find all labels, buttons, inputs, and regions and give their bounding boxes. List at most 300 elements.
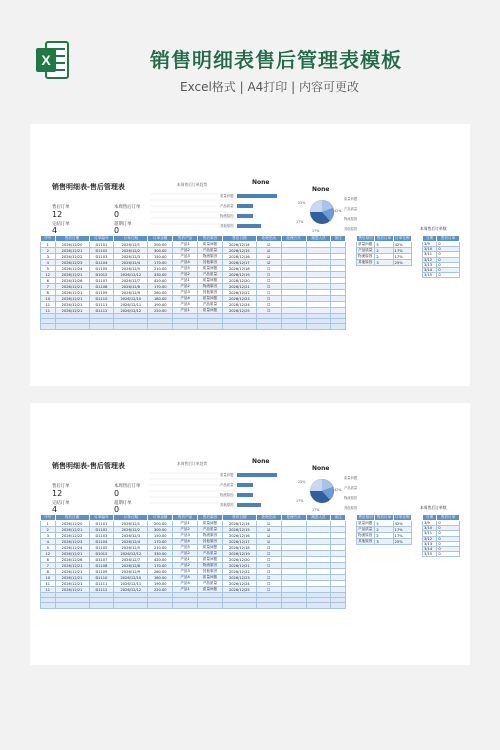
table-cell: 8 <box>41 569 56 575</box>
week-table-title: 本周售后订单数 <box>420 226 447 231</box>
table-cell: 0 <box>437 257 460 262</box>
table-cell: 产品3 <box>173 569 198 575</box>
kpi-value: 0 <box>114 505 120 514</box>
table-cell <box>256 603 281 608</box>
column-header: 处理方式 <box>281 515 306 521</box>
table-cell: 42% <box>393 242 411 248</box>
table-cell: D1102 <box>89 248 114 254</box>
table-cell: 330.00 <box>148 551 173 557</box>
week-table-title: 本周售后订单数 <box>420 505 447 510</box>
sheet-preview <box>30 403 470 665</box>
table-cell: 0 <box>437 242 460 247</box>
table-cell: D1112 <box>89 587 114 593</box>
table-cell: 210.00 <box>148 545 173 551</box>
table-cell: 2026/12/21 <box>55 272 89 278</box>
sheet-title: 销售明细表-售后管理表 <box>52 462 125 470</box>
kpi-label: 本周售后订单 <box>114 205 141 210</box>
page-title: 销售明细表售后管理表模板 <box>150 48 402 72</box>
column-header: 售后原因 <box>358 236 373 240</box>
kpi-label: 本周售后订单 <box>114 484 141 489</box>
table-cell: 17% <box>393 248 411 254</box>
table-cell: 产品5 <box>173 266 198 272</box>
table-cell: D1103 <box>89 533 114 539</box>
table-cell: 质量问题 <box>198 296 223 302</box>
bar-label: 质量问题 <box>220 473 234 477</box>
table-cell <box>331 324 346 329</box>
table-cell <box>41 603 56 608</box>
table-cell <box>281 603 306 608</box>
column-header: 售后日期 <box>222 236 256 242</box>
table-cell: 2026/12/7 <box>114 557 148 563</box>
table-cell <box>148 324 173 329</box>
bar-label: 产品质量 <box>220 204 234 208</box>
table-cell: 2026/12/21 <box>55 563 89 569</box>
table-cell: ☐ <box>256 551 281 557</box>
column-header: 订单金额 <box>148 236 173 242</box>
column-header: 序号 <box>41 236 56 242</box>
table-cell: 8 <box>41 290 56 296</box>
column-header: 跟进人员 <box>306 515 331 521</box>
column-header: 售后产品 <box>173 236 198 242</box>
legend-item: 产品质量 <box>344 207 358 211</box>
column-header: 备注 <box>331 515 346 521</box>
table-cell: 2026/12/17 <box>222 539 256 545</box>
table-cell: 物流原因 <box>357 533 375 539</box>
table-cell: 3 <box>375 260 393 266</box>
trend-chart-title: 本周售后订单趋势 <box>176 182 208 187</box>
kpi-label: 售后订单 <box>52 205 70 210</box>
table-cell: 6 <box>41 557 56 563</box>
column-header: 订单比例 <box>395 515 410 519</box>
table-cell: 产品3 <box>173 254 198 260</box>
table-cell: 2026/12/2 <box>114 527 148 533</box>
table-cell: ☑ <box>256 248 281 254</box>
kpi-value: 4 <box>52 226 58 235</box>
kpi-label: 完结订单 <box>52 501 70 506</box>
table-cell: D1012 <box>89 272 114 278</box>
table-cell: D1110 <box>89 296 114 302</box>
table-cell: 物流原因 <box>198 254 223 260</box>
table-cell: 产品2 <box>173 563 198 569</box>
table-cell: D1107 <box>89 557 114 563</box>
table-cell: D1109 <box>89 290 114 296</box>
week-orders-table <box>422 235 460 278</box>
table-cell: 220.00 <box>148 587 173 593</box>
table-cell: 7 <box>41 563 56 569</box>
bar <box>237 473 277 477</box>
table-cell: 其他原因 <box>357 260 375 266</box>
table-cell: 2026/12/9 <box>114 290 148 296</box>
table-cell: ☑ <box>256 533 281 539</box>
table-cell: 4 <box>41 539 56 545</box>
table-cell: 产品5 <box>173 581 198 587</box>
table-cell: 产品1 <box>173 587 198 593</box>
table-cell: 0 <box>437 546 460 551</box>
table-cell: 2026/12/3 <box>114 254 148 260</box>
table-cell: 产品1 <box>173 278 198 284</box>
table-cell: 3 <box>41 254 56 260</box>
bar-label: 其他原因 <box>220 224 234 228</box>
table-cell: 2026/12/12 <box>114 551 148 557</box>
table-cell: 2026/12/3 <box>114 533 148 539</box>
table-cell: 420.00 <box>148 278 173 284</box>
column-header: 订单编号 <box>89 515 114 521</box>
table-cell: 2026/12/1 <box>114 521 148 527</box>
table-cell: 2026/12/21 <box>55 248 89 254</box>
bar-label: 其他原因 <box>220 503 234 507</box>
kpi-value: 4 <box>52 505 58 514</box>
table-cell: 0 <box>437 531 460 536</box>
table-cell: 190.00 <box>148 302 173 308</box>
table-cell: 170.00 <box>148 260 173 266</box>
table-cell: 4 <box>41 260 56 266</box>
table-cell: 2026/12/10 <box>114 575 148 581</box>
sheet-title: 销售明细表-售后管理表 <box>52 183 125 191</box>
table-cell: 产品质量 <box>198 272 223 278</box>
table-cell <box>198 324 223 329</box>
table-cell: 产品1 <box>173 557 198 563</box>
table-cell: 产品4 <box>173 575 198 581</box>
column-header: 售后订单 <box>376 236 392 240</box>
table-cell: 3/11 <box>423 252 437 257</box>
table-cell: 2026/12/4 <box>114 260 148 266</box>
table-cell: 3/12 <box>423 257 437 262</box>
table-cell: 180.00 <box>148 575 173 581</box>
table-cell: 2026/12/10 <box>114 296 148 302</box>
table-cell: ☑ <box>256 242 281 248</box>
table-cell: 11 <box>41 308 56 314</box>
table-cell: 3/13 <box>423 541 437 546</box>
legend-item: 其他原因 <box>344 227 358 231</box>
table-cell: 2026/12/20 <box>222 557 256 563</box>
bar <box>237 204 253 208</box>
table-cell: D1105 <box>89 545 114 551</box>
table-cell: 质量问题 <box>357 242 375 248</box>
kpi-value: 12 <box>52 210 63 219</box>
column-header: 订单金额 <box>148 515 173 521</box>
column-header: 日期 <box>423 236 437 242</box>
table-cell: 其他原因 <box>198 569 223 575</box>
table-cell: 300.00 <box>148 248 173 254</box>
header <box>0 0 500 118</box>
pie-pct: 25% <box>298 480 306 484</box>
table-cell: 产品4 <box>173 260 198 266</box>
table-cell: 3/9 <box>423 242 437 247</box>
table-cell: 2026/12/12 <box>114 272 148 278</box>
table-cell: ☐ <box>256 284 281 290</box>
table-cell: ☑ <box>256 260 281 266</box>
column-header: 售后日期 <box>55 515 89 521</box>
kpi-label: 售后订单 <box>52 484 70 489</box>
table-cell: 3/13 <box>423 262 437 267</box>
table-cell: 质量问题 <box>198 521 223 527</box>
table-cell: 产品3 <box>173 533 198 539</box>
table-cell: 其他原因 <box>198 260 223 266</box>
table-cell <box>306 324 331 329</box>
table-cell: 2026/12/25 <box>222 587 256 593</box>
table-cell: 2026/12/26 <box>55 557 89 563</box>
table-cell: 2026/12/5 <box>114 545 148 551</box>
table-cell: 2026/12/23 <box>222 296 256 302</box>
column-header: 处理方式 <box>281 236 306 242</box>
preview-card-2 <box>30 403 470 665</box>
table-cell: 2026/12/24 <box>55 545 89 551</box>
table-cell: 3/15 <box>423 552 437 557</box>
table-cell: D1102 <box>89 527 114 533</box>
table-cell: 190.00 <box>148 581 173 587</box>
none-label: None <box>312 465 330 472</box>
table-cell: 11 <box>41 587 56 593</box>
table-cell: 产品2 <box>173 272 198 278</box>
table-cell: 2026/12/16 <box>222 533 256 539</box>
table-cell: 2026/12/18 <box>222 266 256 272</box>
empty-row <box>41 603 346 608</box>
bar <box>237 483 253 487</box>
table-cell: 2026/12/8 <box>114 563 148 569</box>
table-cell: 2026/12/21 <box>55 296 89 302</box>
table-row <box>423 552 460 557</box>
sheet-preview <box>30 124 470 386</box>
table-cell: 2026/12/2 <box>114 248 148 254</box>
table-cell <box>331 603 346 608</box>
table-cell: ☐ <box>256 587 281 593</box>
table-cell: 150.00 <box>148 533 173 539</box>
reason-summary-table <box>356 514 412 545</box>
table-cell: 物流原因 <box>198 284 223 290</box>
table-cell: 25% <box>393 260 411 266</box>
table-cell: 2026/12/24 <box>222 581 256 587</box>
pie-pct: 17% <box>312 229 320 233</box>
trend-chart-title: 本周售后订单趋势 <box>176 461 208 466</box>
table-cell: 1 <box>41 521 56 527</box>
table-cell: 3/12 <box>423 536 437 541</box>
table-cell: 5 <box>41 545 56 551</box>
table-cell: D1109 <box>89 569 114 575</box>
table-cell: 2026/12/20 <box>222 278 256 284</box>
table-cell <box>222 603 256 608</box>
table-cell <box>222 324 256 329</box>
table-cell: 物流原因 <box>357 254 375 260</box>
table-cell: 2026/12/26 <box>55 278 89 284</box>
bar <box>237 493 253 497</box>
table-cell: 产品5 <box>173 545 198 551</box>
table-cell: 0 <box>437 541 460 546</box>
table-cell: 7 <box>41 284 56 290</box>
legend-item: 物流原因 <box>344 217 358 221</box>
table-cell: 3 <box>41 533 56 539</box>
table-cell <box>55 324 89 329</box>
table-cell: 产品质量 <box>357 527 375 533</box>
column-header: 售后日期 <box>222 515 256 521</box>
table-cell: 质量问题 <box>198 587 223 593</box>
table-cell: 0 <box>437 521 460 526</box>
table-cell: ☑ <box>256 521 281 527</box>
table-cell: 质量问题 <box>198 278 223 284</box>
pie-pct: 17% <box>296 220 304 224</box>
table-cell: 2026/12/16 <box>222 254 256 260</box>
kpi-value: 0 <box>114 226 120 235</box>
table-cell: 42% <box>393 521 411 527</box>
table-cell: 2026/12/14 <box>222 521 256 527</box>
table-cell: 2026/12/21 <box>55 527 89 533</box>
table-cell: 2026/12/18 <box>222 545 256 551</box>
table-cell <box>173 603 198 608</box>
table-cell <box>41 324 56 329</box>
table-cell: 0 <box>437 267 460 272</box>
table-cell <box>173 324 198 329</box>
kpi-value: 12 <box>52 489 63 498</box>
table-cell: 3/14 <box>423 546 437 551</box>
table-cell: 2026/12/12 <box>114 587 148 593</box>
pie-pct: 42% <box>334 488 342 492</box>
table-cell: 11 <box>41 302 56 308</box>
legend-item: 质量问题 <box>344 197 358 201</box>
table-cell: 2026/12/23 <box>222 575 256 581</box>
bar-label: 物流原因 <box>220 493 234 497</box>
table-cell <box>89 324 114 329</box>
table-cell: 3/10 <box>423 247 437 252</box>
table-cell: ☑ <box>256 254 281 260</box>
table-cell: 3/9 <box>423 521 437 526</box>
table-cell: 3/14 <box>423 267 437 272</box>
table-cell: 2026/12/21 <box>55 587 89 593</box>
table-cell: 2026/12/15 <box>222 248 256 254</box>
table-cell: 12 <box>41 551 56 557</box>
table-cell: 产品4 <box>173 539 198 545</box>
legend-item: 其他原因 <box>344 506 358 510</box>
table-cell: 11 <box>41 581 56 587</box>
table-cell: 物流原因 <box>198 563 223 569</box>
table-cell: 2026/12/20 <box>55 242 89 248</box>
table-cell: D1108 <box>89 284 114 290</box>
table-cell: 0 <box>437 552 460 557</box>
table-cell: 25% <box>393 539 411 545</box>
table-cell: 2026/12/23 <box>55 260 89 266</box>
table-cell: ☐ <box>256 557 281 563</box>
table-cell: 0 <box>437 247 460 252</box>
pie-pct: 17% <box>312 508 320 512</box>
empty-row <box>41 324 346 329</box>
table-cell: 物流原因 <box>198 533 223 539</box>
aftersales-table <box>40 235 346 330</box>
column-header: 售后订单 <box>376 515 392 519</box>
table-cell: 3/11 <box>423 531 437 536</box>
column-header: 备注 <box>331 236 346 242</box>
table-cell: 2026/12/21 <box>55 569 89 575</box>
table-cell: 产品2 <box>173 248 198 254</box>
table-cell: 质量问题 <box>198 557 223 563</box>
table-cell <box>256 324 281 329</box>
table-cell: 2026/12/15 <box>222 527 256 533</box>
legend-item: 质量问题 <box>344 476 358 480</box>
table-cell: 产品1 <box>173 242 198 248</box>
table-cell: 2026/12/20 <box>55 521 89 527</box>
table-cell: 产品质量 <box>198 527 223 533</box>
table-cell: 产品质量 <box>198 302 223 308</box>
table-cell: 2 <box>375 533 393 539</box>
pie-pct: 25% <box>298 201 306 205</box>
week-orders-table <box>422 514 460 557</box>
table-cell: D1103 <box>89 254 114 260</box>
column-header: 订单编号 <box>89 236 114 242</box>
table-cell: 3/10 <box>423 526 437 531</box>
table-cell: ☐ <box>256 308 281 314</box>
column-header: 售后日期 <box>55 236 89 242</box>
table-cell: 200.00 <box>148 242 173 248</box>
bar <box>237 503 261 507</box>
table-cell: 170.00 <box>148 539 173 545</box>
kpi-value: 0 <box>114 489 120 498</box>
table-row <box>423 273 460 278</box>
table-row <box>357 260 412 266</box>
table-cell: D1112 <box>89 308 114 314</box>
page-subtitle: Excel格式 | A4打印 | 内容可更改 <box>180 80 359 94</box>
table-cell: 2026/12/22 <box>222 290 256 296</box>
table-cell: 170.00 <box>148 563 173 569</box>
column-header: 售后订单 <box>437 236 460 242</box>
table-cell: 产品质量 <box>357 248 375 254</box>
table-cell: 0 <box>437 526 460 531</box>
bar-label: 产品质量 <box>220 483 234 487</box>
svg-text:X: X <box>41 52 51 68</box>
preview-card-1 <box>30 124 470 386</box>
table-cell: 产品2 <box>173 284 198 290</box>
table-cell: 产品1 <box>173 308 198 314</box>
table-cell: 2026/12/21 <box>55 302 89 308</box>
column-header: 售后原因 <box>198 515 223 521</box>
table-cell: 产品质量 <box>198 581 223 587</box>
table-cell: 其他原因 <box>198 290 223 296</box>
table-cell: 2026/12/19 <box>222 551 256 557</box>
column-header: 售后订单 <box>437 515 460 521</box>
table-cell: 150.00 <box>148 254 173 260</box>
table-cell: 产品质量 <box>198 551 223 557</box>
table-cell: ☐ <box>256 290 281 296</box>
table-cell: ☐ <box>256 545 281 551</box>
none-label: None <box>252 458 270 465</box>
table-cell: 3/15 <box>423 273 437 278</box>
table-cell: 170.00 <box>148 284 173 290</box>
table-cell: ☑ <box>256 527 281 533</box>
table-cell: 2026/12/19 <box>222 272 256 278</box>
column-header: 日期 <box>423 515 437 521</box>
excel-icon <box>36 40 70 80</box>
table-cell: 2 <box>375 248 393 254</box>
pie-pct: 42% <box>334 209 342 213</box>
table-cell: 300.00 <box>148 527 173 533</box>
table-cell: ☐ <box>256 272 281 278</box>
table-cell: 2026/12/21 <box>55 284 89 290</box>
column-header: 订单日期 <box>114 236 148 242</box>
table-cell: 2026/12/14 <box>222 242 256 248</box>
table-cell: 2 <box>41 527 56 533</box>
legend-item: 物流原因 <box>344 496 358 500</box>
table-cell: 产品4 <box>173 296 198 302</box>
table-cell: D1107 <box>89 278 114 284</box>
table-cell: 0 <box>437 262 460 267</box>
table-cell: 0 <box>437 273 460 278</box>
table-cell: 17% <box>393 527 411 533</box>
table-cell: 2026/12/8 <box>114 284 148 290</box>
column-header: 售后原因 <box>198 236 223 242</box>
bar <box>237 194 277 198</box>
reason-summary-table <box>356 235 412 266</box>
table-cell <box>114 324 148 329</box>
table-cell: 5 <box>375 242 393 248</box>
table-cell: 2026/12/17 <box>222 260 256 266</box>
table-cell: ☐ <box>256 569 281 575</box>
column-header: 处理完成 <box>256 236 281 242</box>
